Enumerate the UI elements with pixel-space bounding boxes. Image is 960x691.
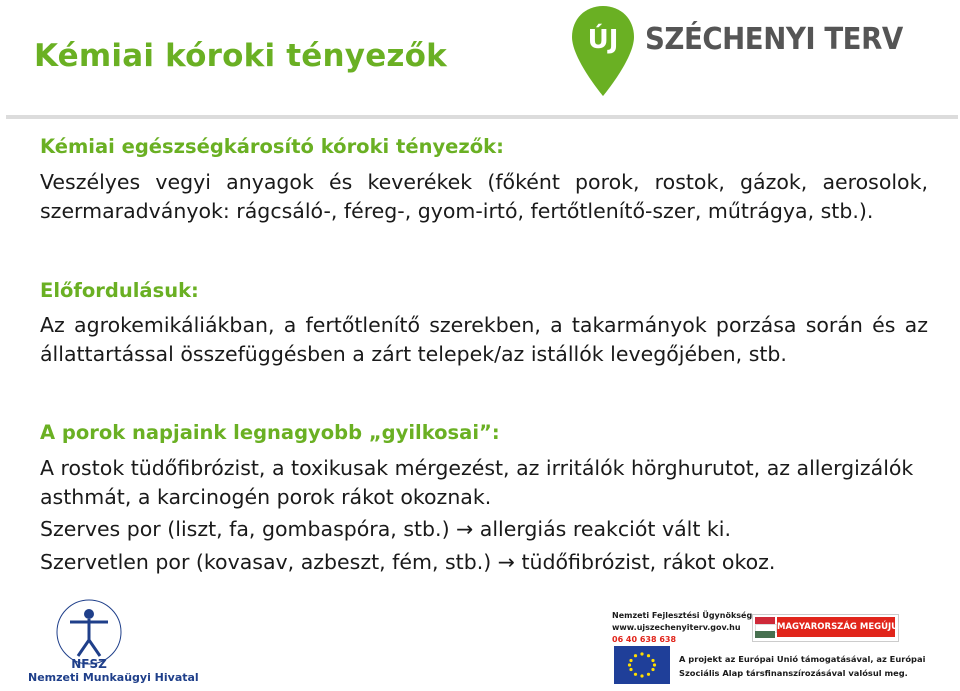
section-text-chemical: Veszélyes vegyi anyagok és keverékek (főként porok, rostok, gázok, aerosolok, szermaradványok: rágcsáló-, féreg-, gyom-irtó, fertőtlenítő-szer, műtrágya, stb.). bbox=[40, 170, 928, 223]
header-divider bbox=[6, 115, 958, 119]
page-title: Kémiai kóroki tényezők bbox=[34, 38, 447, 74]
nfsz-abbr: NFSZ bbox=[71, 657, 107, 671]
eu-line2: Szociális Alap társfinanszírozásával valósul meg. bbox=[679, 668, 908, 678]
nfsz-name: Nemzeti Munkaügyi Hivatal bbox=[28, 671, 199, 684]
nfu-block bbox=[612, 610, 752, 646]
nfu-line2: www.ujszechenyiterv.gov.hu bbox=[612, 623, 741, 632]
logo-text: SZÉCHENYI TERV bbox=[645, 22, 903, 57]
section-heading-chemical: Kémiai egészségkárosító kóroki tényezők: bbox=[40, 135, 504, 158]
eu-support-text bbox=[679, 652, 925, 680]
section-heading-dust: A porok napjaink legnagyobb „gyilkosai”: bbox=[40, 421, 500, 444]
organic-dust-line: Szerves por (liszt, fa, gombaspóra, stb.) → allergiás reakciót vált ki. bbox=[40, 517, 731, 541]
nfu-line3: 06 40 638 638 bbox=[612, 635, 677, 644]
eu-line1: A projekt az Európai Unió támogatásával, az Európai bbox=[679, 654, 926, 664]
flag-stripe-red bbox=[755, 617, 775, 624]
logo-badge-text: ÚJ bbox=[587, 25, 619, 55]
inorganic-dust-line: Szervetlen por (kovasav, azbeszt, fém, stb.) → tüdőfibrózist, rákot okoz. bbox=[40, 550, 776, 574]
section-heading-occurrence: Előfordulásuk: bbox=[40, 279, 199, 302]
section-text-dust: A rostok tüdőfibrózist, a toxikusak mérgezést, az irritálók hörghurutot, az allergizálók asthmát, a karcinogén porok rákot okoznak. bbox=[40, 456, 914, 509]
magyarorszag-megujul-banner bbox=[752, 614, 904, 642]
hu-banner-text: MAGYARORSZÁG MEGÚJUL bbox=[777, 617, 895, 637]
section-text-occurrence: Az agrokemikáliákban, a fertőtlenítő szerekben, a takarmányok porzása során és az állattartással összefüggésben a zárt telepek/az istállók levegőjében, stb. bbox=[40, 313, 928, 366]
eu-flag-icon bbox=[614, 646, 670, 684]
nfu-line1: Nemzeti Fejlesztési Ügynökség bbox=[612, 611, 753, 620]
flag-stripe-green bbox=[755, 631, 775, 638]
uj-pin-logo-icon bbox=[570, 4, 636, 102]
